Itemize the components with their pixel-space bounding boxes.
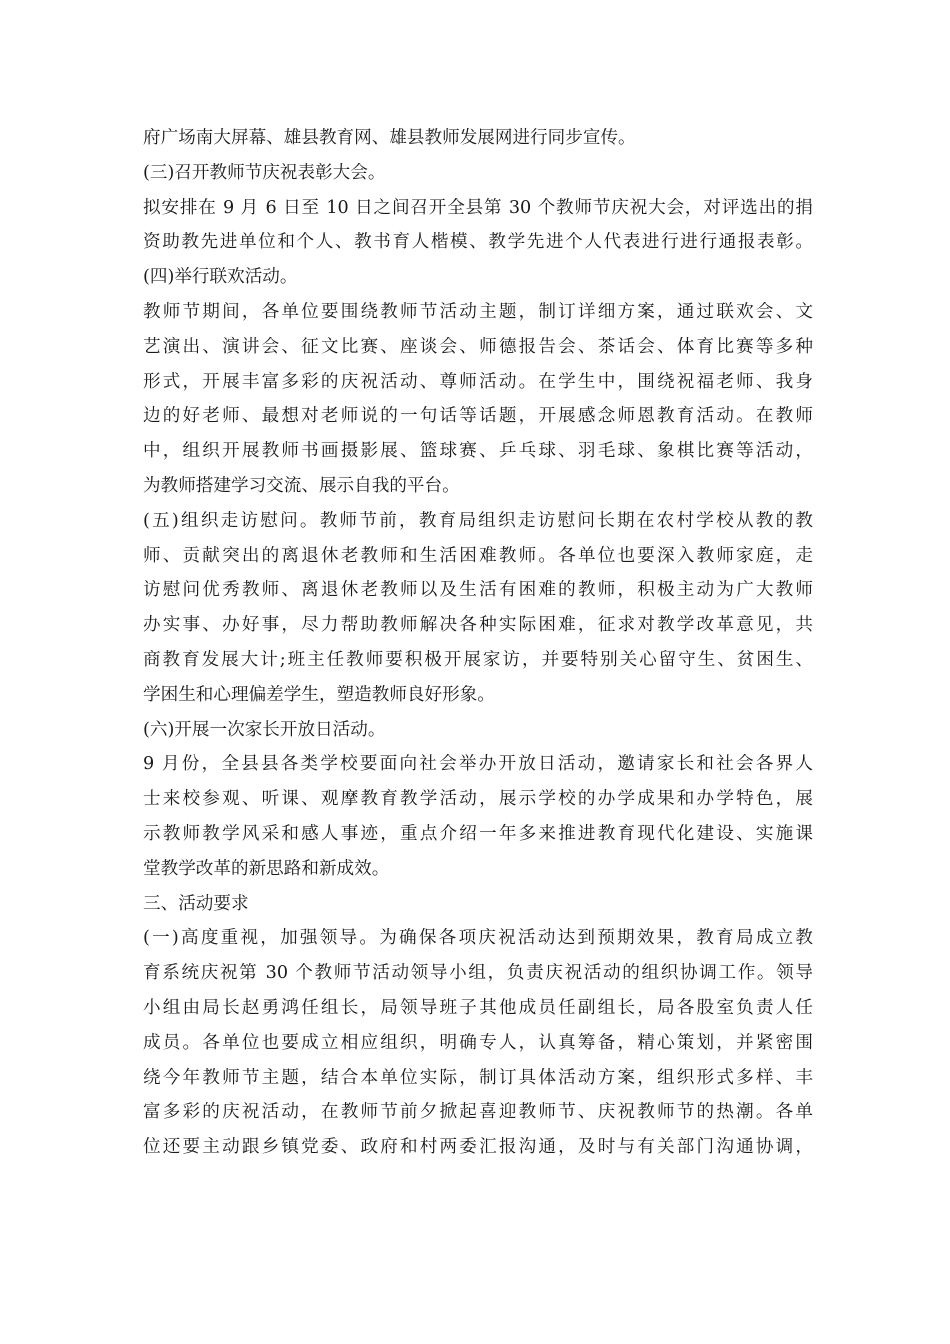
text-line: (六)开展一次家长开放日活动。 <box>143 719 386 740</box>
text-line: (四)举行联欢活动。 <box>143 267 298 288</box>
text-line: 成员。各单位也要成立相应组织，明确专人，认真筹备，精心策划，并紧密围 <box>143 1032 813 1053</box>
text-line: 拟安排在 9 月 6 日至 10 日之间召开全县第 30 个教师节庆祝大会，对评选出的捐 <box>143 197 813 218</box>
text-line: 资助教先进单位和个人、教书育人楷模、教学先进个人代表进行进行通报表彰。 <box>143 232 813 253</box>
text-line: (五)组织走访慰问。教师节前，教育局组织走访慰问长期在农村学校从教的教 <box>143 510 813 531</box>
text-line: 士来校参观、听课、观摩教育教学活动，展示学校的办学成果和办学特色，展 <box>143 789 813 810</box>
text-line: 为教师搭建学习交流、展示自我的平台。 <box>143 475 460 496</box>
text-line: 富多彩的庆祝活动，在教师节前夕掀起喜迎教师节、庆祝教师节的热潮。各单 <box>143 1102 813 1123</box>
text-line: 边的好老师、最想对老师说的一句话等话题，开展感念师恩教育活动。在教师 <box>143 406 813 427</box>
text-line: 9 月份，全县县各类学校要面向社会举办开放日活动，邀请家长和社会各界人 <box>143 754 813 775</box>
text-line: 学困生和心理偏差学生，塑造教师良好形象。 <box>143 684 495 705</box>
text-line: 艺演出、演讲会、征文比赛、座谈会、师德报告会、茶话会、体育比赛等多种 <box>143 336 813 357</box>
text-line: 绕今年教师节主题，结合本单位实际，制订具体活动方案，组织形式多样、丰 <box>143 1067 813 1088</box>
text-line: 示教师教学风采和感人事迹，重点介绍一年多来推进教育现代化建设、实施课 <box>143 823 813 844</box>
text-line: 师、贡献突出的离退休老教师和生活困难教师。各单位也要深入教师家庭，走 <box>143 545 813 566</box>
text-line: 访慰问优秀教师、离退休老教师以及生活有困难的教师，积极主动为广大教师 <box>143 580 813 601</box>
text-line: 育系统庆祝第 30 个教师节活动领导小组，负责庆祝活动的组织协调工作。领导 <box>143 963 813 984</box>
text-line: 府广场南大屏幕、雄县教育网、雄县教师发展网进行同步宣传。 <box>143 128 636 148</box>
text-line: 商教育发展大计;班主任教师要积极开展家访，并要特别关心留守生、贫困生、 <box>143 649 813 670</box>
text-line: 堂教学改革的新思路和新成效。 <box>143 858 390 879</box>
text-line: 办实事、办好事，尽力帮助教师解决各种实际困难，征求对教学改革意见，共 <box>143 615 813 636</box>
text-line: 教师节期间，各单位要围绕教师节活动主题，制订详细方案，通过联欢会、文 <box>143 301 813 322</box>
document-body <box>143 121 813 1165</box>
text-line: 小组由局长赵勇鸿任组长，局领导班子其他成员任副组长，局各股室负责人任 <box>143 997 813 1018</box>
text-line: 三、活动要求 <box>143 893 249 914</box>
text-line: (一)高度重视，加强领导。为确保各项庆祝活动达到预期效果，教育局成立教 <box>143 928 813 949</box>
text-line: 位还要主动跟乡镇党委、政府和村两委汇报沟通，及时与有关部门沟通协调， <box>143 1137 813 1158</box>
text-line: (三)召开教师节庆祝表彰大会。 <box>143 162 386 183</box>
text-line: 形式，开展丰富多彩的庆祝活动、尊师活动。在学生中，围绕祝福老师、我身 <box>143 371 813 392</box>
text-line: 中，组织开展教师书画摄影展、篮球赛、乒乓球、羽毛球、象棋比赛等活动， <box>143 441 813 462</box>
